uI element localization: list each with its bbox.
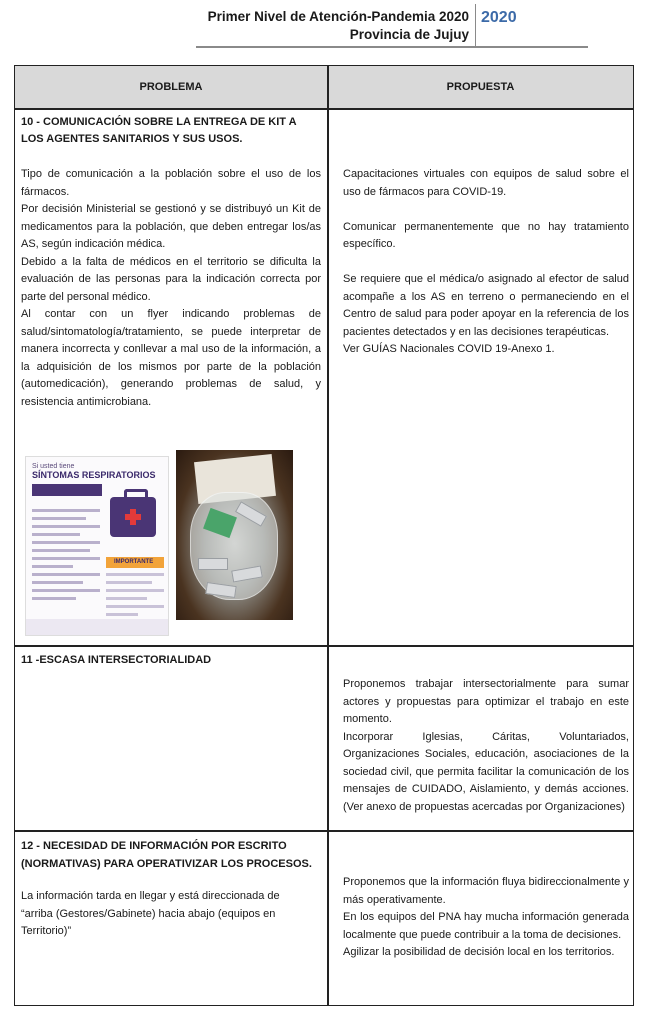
row-12-problema: La información tarda en llegar y está direccionada de “arriba (Gestores/Gabinete) hacia abajo (equipos en Territorio)” [21,890,280,937]
medication-kit-photo [176,450,293,620]
row-10-propuesta-p4: Ver GUÍAS Nacionales COVID 19-Anexo 1. [343,343,555,355]
row-12-propuesta-p1: Proponemos que la información fluya bidireccionalmente y más operativamente. [343,876,629,906]
row-10-propuesta [343,166,629,359]
photo-blister [198,558,228,570]
header-titles [208,8,469,44]
row-10-problema-p2: Por decisión Ministerial se gestionó y se distribuyó un Kit de medicamentos para la población, que deben entregar los/as AS, según indicación médica. [21,203,321,250]
problems-table [14,65,634,1006]
row-10-propuesta-p2: Comunicar permanentemente que no hay tratamiento específico. [343,220,629,250]
covid-flyer-image [25,456,169,636]
header-title: Primer Nivel de Atención-Pandemia 2020 [207,9,469,24]
first-aid-kit-icon [110,497,156,537]
photo-bag [190,492,278,600]
row-separator [15,645,633,647]
row-12-propuesta [343,874,629,962]
flyer-important-badge [106,557,164,568]
row-separator [15,830,633,832]
row-11-propuesta [343,676,629,816]
row-10-title: 10 - COMUNICACIÓN SOBRE LA ENTREGA DE KIT A LOS AGENTES SANITARIOS Y SUS USOS. [21,116,297,145]
flyer-important-lines [106,573,164,621]
column-divider [327,66,329,1005]
column-header-problema: PROBLEMA [139,81,203,93]
row-10-problema [21,166,321,411]
row-12-propuesta-p3: Agilizar la posibilidad de decisión local en los territorios. [343,946,615,958]
flyer-important-label: IMPORTANTE [114,559,154,565]
row-11-propuesta-p1: Proponemos trabajar intersectorialmente para sumar actores y propuestas para optimizar el trabajo en este momento. [343,678,629,725]
row-12-propuesta-p2: En los equipos del PNA hay mucha información generada localmente que puede contribuir a la toma de decisiones. [343,911,629,941]
row-10-problema-p3: Debido a la falta de médicos en el territorio se dificulta la evaluación de las personas para la indicación correcta por parte del personal médico. [21,255,321,303]
header-year: 2020 [481,9,517,26]
row-10-problema-p1: Tipo de comunicación a la población sobre el uso de los fármacos. [21,168,321,198]
flyer-title: SÍNTOMAS RESPIRATORIOS [32,470,156,480]
row-11-propuesta-p2: Incorporar Iglesias, Cáritas, Voluntariados, Organizaciones Sociales, educación, asociaciones de la sociedad civil, que permita facilitar la comunicación de los mensajes de CUIDADO, Aislamiento, y demás acciones. (Ver anexo de propuestas acercadas por Organizaciones) [343,730,629,813]
header-rule [196,46,588,48]
row-12-title: 12 - NECESIDAD DE INFORMACIÓN POR ESCRITO (NORMATIVAS) PARA OPERATIVIZAR LOS PROCESOS. [21,840,312,870]
column-header-propuesta: PROPUESTA [446,81,515,93]
flyer-text-lines [32,509,100,605]
row-10-problema-p4: Al contar con un flyer indicando problemas de salud/sintomatología/tratamiento, se puede interpretar de manera incorrecta y conllevar a mal uso de la información, a la adquisición de los mismos por parte de la población (automedicación), generando problemas de salud, y resistencia antimicrobiana. [21,308,321,408]
header-subtitle: Provincia de Jujuy [349,27,469,42]
row-10-propuesta-p3: Se requiere que el médica/o asignado al efector de salud acompañe a los AS en terreno o permaneciendo en el Centro de salud para poder apoyar en la referencia de los pacientes detectados y en las decisiones terapéuticas. [343,273,629,338]
row-11-title: 11 -ESCASA INTERSECTORIALIDAD [21,654,212,666]
row-10-propuesta-p1: Capacitaciones virtuales con equipos de salud sobre el uso de fármacos para COVID-19. [343,168,629,198]
page-header [0,0,647,52]
flyer-footer [26,619,168,635]
medical-cross-icon [125,509,141,525]
header-divider [475,4,476,46]
row-separator [15,108,633,110]
flyer-band [32,484,102,496]
flyer-top-text: Si usted tiene [32,463,75,470]
